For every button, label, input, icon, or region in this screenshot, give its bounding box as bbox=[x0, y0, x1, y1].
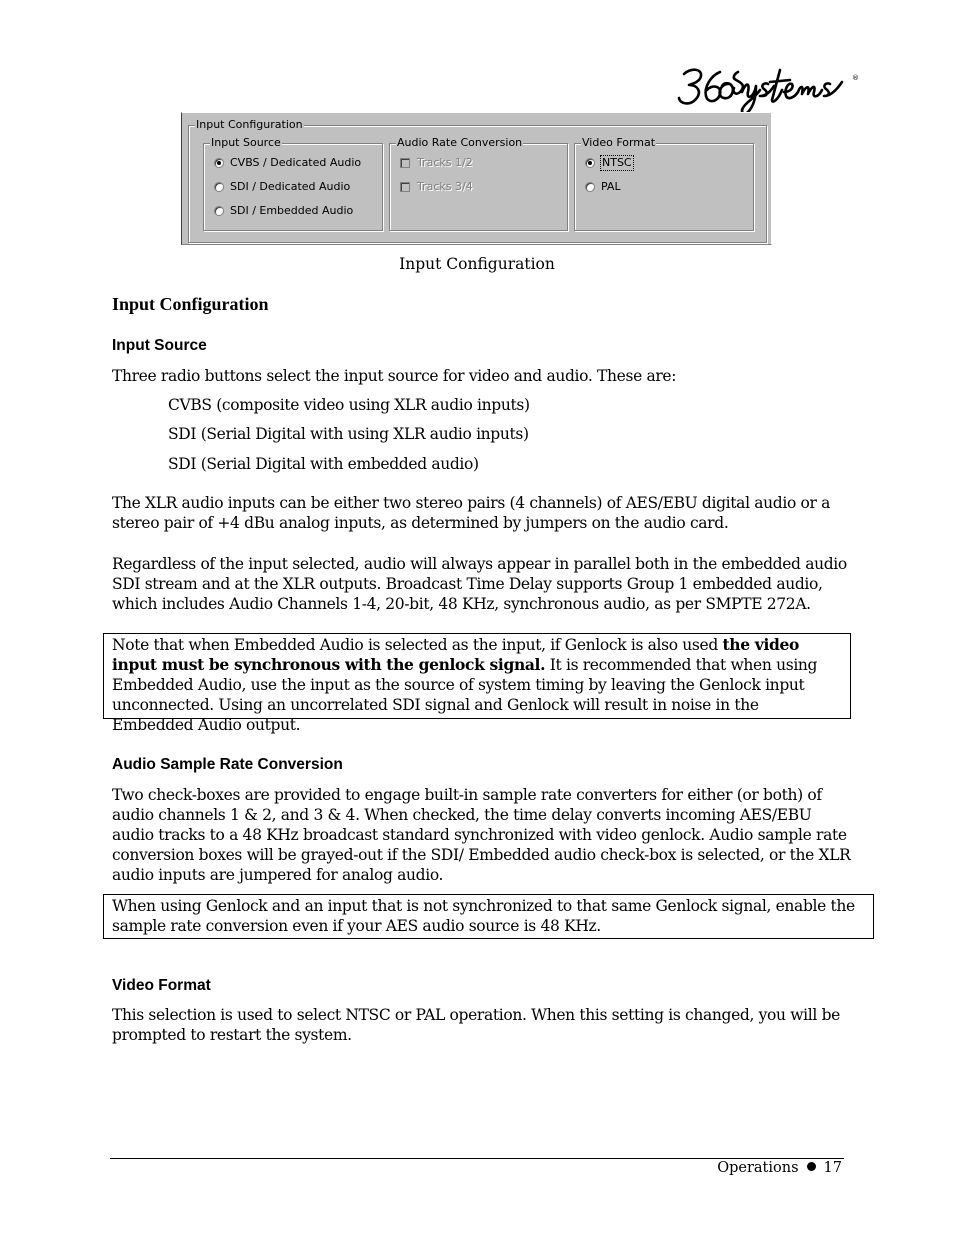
radio-sdi-embedded-audio[interactable]: SDI / Embedded Audio bbox=[214, 204, 353, 218]
list-item: SDI (Serial Digital with using XLR audio inputs) bbox=[168, 425, 529, 443]
genlock-note: When using Genlock and an input that is not synchronized to that same Genlock signal, enable the sample rate conversion even if your AES audio source is 48 KHz. bbox=[103, 894, 874, 939]
radio-icon bbox=[585, 182, 595, 192]
svg-text:®: ® bbox=[852, 74, 859, 82]
input-source-intro: Three radio buttons select the input source for video and audio. These are: bbox=[112, 367, 677, 385]
embedded-audio-note: Note that when Embedded Audio is selected as the input, if Genlock is also used the video input must be synchronous with the genlock signal. It is recommended that when using Embedded Audio, use the input as the source of system timing by leaving the Genlock input unconnected. Using an uncorrelated SDI signal and Genlock will result in noise in the Embedded Audio output. bbox=[103, 633, 851, 719]
audio-rate-conversion-group bbox=[389, 136, 568, 231]
checkbox-tracks-3-4[interactable]: Tracks 3/4 bbox=[400, 180, 473, 194]
360-systems-logo bbox=[676, 62, 866, 116]
radio-sdi-dedicated-audio[interactable]: SDI / Dedicated Audio bbox=[214, 180, 350, 194]
figure-caption: Input Configuration bbox=[399, 255, 555, 273]
video-format-group bbox=[574, 136, 754, 231]
group-title: Input Configuration bbox=[196, 118, 303, 131]
section-title-video-format: Video Format bbox=[112, 977, 211, 994]
footer-rule bbox=[110, 1158, 844, 1159]
audio-rate-title: Audio Rate Conversion bbox=[397, 136, 523, 149]
input-source-title: Input Source bbox=[211, 136, 281, 149]
section-title-input-source: Input Source bbox=[112, 337, 207, 354]
checkbox-icon bbox=[400, 182, 410, 192]
list-item: CVBS (composite video using XLR audio inputs) bbox=[168, 396, 530, 414]
checkbox-tracks-1-2[interactable]: Tracks 1/2 bbox=[400, 156, 473, 170]
bullet-icon bbox=[807, 1162, 816, 1171]
radio-selected-icon bbox=[585, 158, 595, 168]
input-configuration-dialog bbox=[181, 112, 772, 245]
input-source-group bbox=[203, 136, 383, 231]
radio-selected-icon bbox=[214, 158, 224, 168]
input-configuration-group bbox=[188, 118, 767, 243]
radio-ntsc[interactable]: NTSC bbox=[585, 156, 633, 170]
radio-icon bbox=[214, 182, 224, 192]
radio-icon bbox=[214, 206, 224, 216]
section-title-audio-sample-rate: Audio Sample Rate Conversion bbox=[112, 756, 343, 773]
radio-pal[interactable]: PAL bbox=[585, 180, 621, 194]
page-number: 17 bbox=[823, 1160, 842, 1176]
video-format-paragraph: This selection is used to select NTSC or PAL operation. When this setting is changed, you will be prompted to restart the system. bbox=[112, 1006, 840, 1044]
footer-section: Operations bbox=[717, 1160, 799, 1176]
page-footer bbox=[600, 1160, 842, 1176]
xlr-inputs-paragraph: The XLR audio inputs can be either two stereo pairs (4 channels) of AES/EBU digital audio or a stereo pair of +4 dBu analog inputs, as determined by jumpers on the audio card. bbox=[112, 494, 831, 532]
page-heading: Input Configuration bbox=[112, 294, 269, 314]
parallel-audio-paragraph: Regardless of the input selected, audio will always appear in parallel both in the embedded audio SDI stream and at the XLR outputs. Broadcast Time Delay supports Group 1 embedded audio, which includes Audio Channels 1-4, 20-bit, 48 KHz, synchronous audio, as per SMPTE 272A. bbox=[112, 555, 847, 613]
checkbox-icon bbox=[400, 158, 410, 168]
audio-sample-rate-paragraph: Two check-boxes are provided to engage built-in sample rate converters for either (or both) of audio channels 1 & 2, and 3 & 4. When checked, the time delay converts incoming AES/EBU audio tracks to a 48 KHz broadcast standard synchronized with video genlock. Audio sample rate conversion boxes will be grayed-out if the SDI/ Embedded audio check-box is selected, or the XLR audio inputs are jumpered for analog audio. bbox=[112, 786, 851, 884]
list-item: SDI (Serial Digital with embedded audio) bbox=[168, 455, 479, 473]
video-format-title: Video Format bbox=[582, 136, 656, 149]
radio-cvbs-dedicated-audio[interactable]: CVBS / Dedicated Audio bbox=[214, 156, 361, 170]
